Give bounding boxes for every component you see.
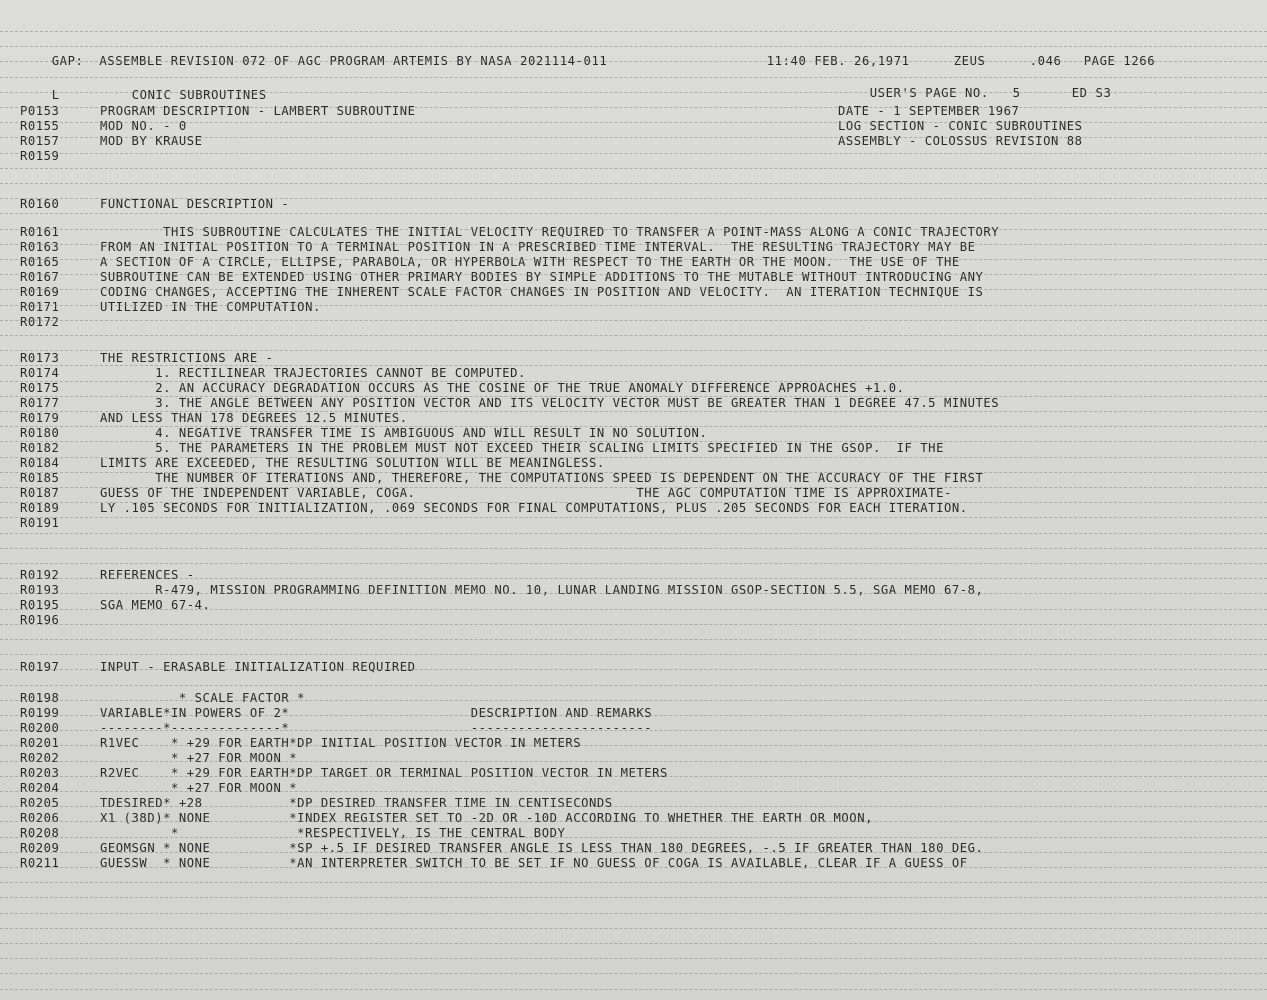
listing-line xyxy=(0,149,1267,164)
paper-rule xyxy=(0,350,1267,351)
paper-rule xyxy=(0,457,1267,458)
paper-rule xyxy=(0,989,1267,990)
line-text: R-479, MISSION PROGRAMMING DEFINITION MEMO NO. 10, LUNAR LANDING MISSION GSOP-SECTION 5.5, SGA MEMO 67-8, xyxy=(100,583,984,597)
listing-line xyxy=(0,285,1267,300)
line-text: LY .105 SECONDS FOR INITIALIZATION, .069 SECONDS FOR FINAL COMPUTATIONS, PLUS .205 SECONDS FOR EACH ITERATION. xyxy=(100,501,968,515)
header-timestamp: 11:40 FEB. 26,1971 xyxy=(766,54,910,68)
listing-line xyxy=(0,598,1267,613)
paper-rule xyxy=(0,411,1267,412)
line-text: TDESIRED* +28 *DP DESIRED TRANSFER TIME IN CENTISECONDS xyxy=(100,796,613,810)
paper-rule xyxy=(0,472,1267,473)
paper-rule xyxy=(0,441,1267,442)
line-number: R0157 xyxy=(20,134,60,148)
paper-rule xyxy=(0,639,1267,640)
listing-line xyxy=(0,255,1267,270)
line-number: R0209 xyxy=(20,841,60,855)
listing-line xyxy=(0,300,1267,315)
line-number: R0167 xyxy=(20,270,60,284)
line-text: R2VEC * +29 FOR EARTH*DP TARGET OR TERMINAL POSITION VECTOR IN METERS xyxy=(100,766,668,780)
line-number: R0203 xyxy=(20,766,60,780)
listing-line xyxy=(0,736,1267,751)
listing-line xyxy=(0,660,1267,675)
paper-rule xyxy=(0,776,1267,777)
paper-rule xyxy=(0,153,1267,154)
listing-line xyxy=(0,781,1267,796)
paper-rule xyxy=(0,745,1267,746)
paper-rule xyxy=(0,426,1267,427)
listing-line xyxy=(0,516,1267,531)
header-title: GAP: ASSEMBLE REVISION 072 OF AGC PROGRAM ARTEMIS BY NASA 2021114-011 xyxy=(51,54,608,68)
line-number: R0195 xyxy=(20,598,60,612)
paper-rule xyxy=(0,973,1267,974)
line-number: R0200 xyxy=(20,721,60,735)
paper-rule xyxy=(0,335,1267,336)
listing-line xyxy=(0,751,1267,766)
line-text: FUNCTIONAL DESCRIPTION - xyxy=(100,197,290,211)
paper-rule xyxy=(0,913,1267,914)
paper-rule xyxy=(0,867,1267,868)
paper-rule xyxy=(0,320,1267,321)
line-text: MOD BY KRAUSE xyxy=(100,134,203,148)
line-number: R0206 xyxy=(20,811,60,825)
line-text: GUESS OF THE INDEPENDENT VARIABLE, COGA. THE AGC COMPUTATION TIME IS APPROXIMATE- xyxy=(100,486,952,500)
listing-line xyxy=(0,441,1267,456)
line-right-text: ASSEMBLY - COLOSSUS REVISION 88 xyxy=(838,134,1083,148)
line-number: R0189 xyxy=(20,501,60,515)
line-text: MOD NO. - 0 xyxy=(100,119,187,133)
line-number: R0179 xyxy=(20,411,60,425)
line-number: R0211 xyxy=(20,856,60,870)
paper-rule xyxy=(0,305,1267,306)
header-job: .046 xyxy=(1029,54,1062,68)
paper-rule xyxy=(0,578,1267,579)
paper-rule xyxy=(0,77,1267,78)
listing-line xyxy=(0,411,1267,426)
line-text: THIS SUBROUTINE CALCULATES THE INITIAL VELOCITY REQUIRED TO TRANSFER A POINT-MASS ALONG A CONIC TRAJECTORY xyxy=(100,225,1000,239)
listing-line xyxy=(0,613,1267,628)
line-number: P0153 xyxy=(20,104,60,118)
line-number: R0191 xyxy=(20,516,60,530)
paper-rule xyxy=(0,928,1267,929)
line-number: R0163 xyxy=(20,240,60,254)
paper-rule xyxy=(0,897,1267,898)
line-number: R0180 xyxy=(20,426,60,440)
line-right-text: LOG SECTION - CONIC SUBROUTINES xyxy=(838,119,1083,133)
line-text: R1VEC * +29 FOR EARTH*DP INITIAL POSITION VECTOR IN METERS xyxy=(100,736,582,750)
listing-line xyxy=(0,396,1267,411)
line-number: R0184 xyxy=(20,456,60,470)
paper-rule xyxy=(0,137,1267,138)
paper-rule xyxy=(0,46,1267,47)
line-number: R0165 xyxy=(20,255,60,269)
line-number: R0202 xyxy=(20,751,60,765)
listing-line xyxy=(0,583,1267,598)
paper-rule xyxy=(0,685,1267,686)
line-text: SUBROUTINE CAN BE EXTENDED USING OTHER PRIMARY BODIES BY SIMPLE ADDITIONS TO THE MUTABLE WITHOUT INTRODUCING ANY xyxy=(100,270,984,284)
line-number: R0198 xyxy=(20,691,60,705)
line-text: 3. THE ANGLE BETWEEN ANY POSITION VECTOR AND ITS VELOCITY VECTOR MUST BE GREATER THAN 1 DEGREE 47.5 MINUTES xyxy=(100,396,1000,410)
listing-line xyxy=(0,225,1267,240)
paper-rule xyxy=(0,715,1267,716)
line-text: SGA MEMO 67-4. xyxy=(100,598,211,612)
listing-line xyxy=(0,426,1267,441)
listing-line xyxy=(0,501,1267,516)
line-text: UTILIZED IN THE COMPUTATION. xyxy=(100,300,321,314)
line-text: * *RESPECTIVELY, IS THE CENTRAL BODY xyxy=(100,826,566,840)
paper-rule xyxy=(0,183,1267,184)
line-text: AND LESS THAN 178 DEGREES 12.5 MINUTES. xyxy=(100,411,408,425)
paper-rule xyxy=(0,213,1267,214)
line-number: R0171 xyxy=(20,300,60,314)
listing-line xyxy=(0,471,1267,486)
line-number: R0193 xyxy=(20,583,60,597)
listing-line xyxy=(0,486,1267,501)
line-number: R0155 xyxy=(20,119,60,133)
paper-rule xyxy=(0,122,1267,123)
paper-rule xyxy=(0,289,1267,290)
paper-rule xyxy=(0,365,1267,366)
line-number: R0208 xyxy=(20,826,60,840)
listing-line xyxy=(0,811,1267,826)
listing-line xyxy=(0,270,1267,285)
listing-line xyxy=(0,706,1267,721)
line-text: 1. RECTILINEAR TRAJECTORIES CANNOT BE COMPUTED. xyxy=(100,366,526,380)
line-text: THE RESTRICTIONS ARE - xyxy=(100,351,274,365)
paper-rule xyxy=(0,198,1267,199)
line-number: R0185 xyxy=(20,471,60,485)
line-number: R0172 xyxy=(20,315,60,329)
listing-line xyxy=(0,315,1267,330)
line-text: --------*--------------* ----------------------- xyxy=(100,721,653,735)
paper-rule xyxy=(0,669,1267,670)
line-number: R0201 xyxy=(20,736,60,750)
listing-line xyxy=(0,796,1267,811)
paper-rule xyxy=(0,229,1267,230)
line-text: * SCALE FACTOR * xyxy=(100,691,306,705)
listing-line xyxy=(0,826,1267,841)
paper-rule xyxy=(0,517,1267,518)
listing-line xyxy=(0,766,1267,781)
paper-rule xyxy=(0,244,1267,245)
line-number: R0169 xyxy=(20,285,60,299)
line-number: R0177 xyxy=(20,396,60,410)
listing-line xyxy=(0,568,1267,583)
line-number: R0187 xyxy=(20,486,60,500)
line-text: A SECTION OF A CIRCLE, ELLIPSE, PARABOLA, OR HYPERBOLA WITH RESPECT TO THE EARTH OR THE MOON. THE USE OF THE xyxy=(100,255,960,269)
paper-rule xyxy=(0,958,1267,959)
line-text: VARIABLE*IN POWERS OF 2* DESCRIPTION AND REMARKS xyxy=(100,706,653,720)
line-number: R0175 xyxy=(20,381,60,395)
line-text: 5. THE PARAMETERS IN THE PROBLEM MUST NOT EXCEED THEIR SCALING LIMITS SPECIFIED IN THE GSOP. IF THE xyxy=(100,441,944,455)
paper-rule xyxy=(0,274,1267,275)
line-number: R0174 xyxy=(20,366,60,380)
line-right-text: DATE - 1 SEPTEMBER 1967 xyxy=(838,104,1020,118)
line-number: R0192 xyxy=(20,568,60,582)
paper-rule xyxy=(0,837,1267,838)
paper-rule xyxy=(0,852,1267,853)
paper-rule xyxy=(0,761,1267,762)
paper-rule xyxy=(0,381,1267,382)
paper-rule xyxy=(0,396,1267,397)
paper-rule xyxy=(0,730,1267,731)
paper-rule xyxy=(0,31,1267,32)
paper-rule xyxy=(0,806,1267,807)
listing-line xyxy=(0,366,1267,381)
listing-line xyxy=(0,456,1267,471)
paper-rule xyxy=(0,563,1267,564)
listing-line xyxy=(0,721,1267,736)
header-page-number: PAGE 1266 xyxy=(1083,54,1156,68)
line-number: R0199 xyxy=(20,706,60,720)
paper-rule xyxy=(0,533,1267,534)
paper-rule xyxy=(0,487,1267,488)
line-text: FROM AN INITIAL POSITION TO A TERMINAL POSITION IN A PRESCRIBED TIME INTERVAL. THE RESULTING TRAJECTORY MAY BE xyxy=(100,240,976,254)
line-text: X1 (38D)* NONE *INDEX REGISTER SET TO -2D OR -10D ACCORDING TO WHETHER THE EARTH OR MOON, xyxy=(100,811,873,825)
subheader-flag: L xyxy=(51,88,60,102)
paper-rule xyxy=(0,593,1267,594)
paper-rule xyxy=(0,624,1267,625)
line-text: 4. NEGATIVE TRANSFER TIME IS AMBIGUOUS AND WILL RESULT IN NO SOLUTION. xyxy=(100,426,708,440)
paper-rule xyxy=(0,548,1267,549)
listing-line xyxy=(0,351,1267,366)
line-number: R0182 xyxy=(20,441,60,455)
line-text: * +27 FOR MOON * xyxy=(100,781,298,795)
line-number: R0204 xyxy=(20,781,60,795)
line-text: 2. AN ACCURACY DEGRADATION OCCURS AS THE COSINE OF THE TRUE ANOMALY DIFFERENCE APPROACHES +1.0. xyxy=(100,381,905,395)
line-number: R0159 xyxy=(20,149,60,163)
header-system: ZEUS xyxy=(953,54,986,68)
line-text: LIMITS ARE EXCEEDED, THE RESULTING SOLUTION WILL BE MEANINGLESS. xyxy=(100,456,605,470)
listing-line xyxy=(0,240,1267,255)
line-number: R0160 xyxy=(20,197,60,211)
line-number: R0196 xyxy=(20,613,60,627)
line-text: * +27 FOR MOON * xyxy=(100,751,298,765)
line-text: GUESSW * NONE *AN INTERPRETER SWITCH TO BE SET IF NO GUESS OF COGA IS AVAILABLE, CLEAR IF A GUESS OF xyxy=(100,856,968,870)
paper-rule xyxy=(0,700,1267,701)
listing-line xyxy=(0,197,1267,212)
paper-rule xyxy=(0,821,1267,822)
line-number: R0205 xyxy=(20,796,60,810)
subheader-users-page: USER'S PAGE NO. 5 xyxy=(869,86,1021,100)
paper-rule xyxy=(0,609,1267,610)
paper-rule xyxy=(0,168,1267,169)
paper-rule xyxy=(0,791,1267,792)
listing-line xyxy=(0,841,1267,856)
paper-rule xyxy=(0,61,1267,62)
line-text: CODING CHANGES, ACCEPTING THE INHERENT SCALE FACTOR CHANGES IN POSITION AND VELOCITY. AN ITERATION TECHNIQUE IS xyxy=(100,285,984,299)
paper-rule xyxy=(0,882,1267,883)
paper-rule xyxy=(0,502,1267,503)
line-number: R0173 xyxy=(20,351,60,365)
line-number: R0197 xyxy=(20,660,60,674)
line-text: REFERENCES - xyxy=(100,568,195,582)
subheader-section: CONIC SUBROUTINES xyxy=(131,88,267,102)
line-text: THE NUMBER OF ITERATIONS AND, THEREFORE, THE COMPUTATIONS SPEED IS DEPENDENT ON THE ACCURACY OF THE FIRST xyxy=(100,471,984,485)
line-text: GEOMSGN * NONE *SP +.5 IF DESIRED TRANSFER ANGLE IS LESS THAN 180 DEGREES, -.5 IF GREATER THAN 180 DEG. xyxy=(100,841,984,855)
listing-line xyxy=(0,856,1267,871)
paper-rule xyxy=(0,654,1267,655)
line-text: PROGRAM DESCRIPTION - LAMBERT SUBROUTINE xyxy=(100,104,416,118)
paper-rule xyxy=(0,943,1267,944)
listing-line xyxy=(0,381,1267,396)
line-text: INPUT - ERASABLE INITIALIZATION REQUIRED xyxy=(100,660,416,674)
paper-rule xyxy=(0,259,1267,260)
listing-line xyxy=(0,691,1267,706)
paper-rule xyxy=(0,107,1267,108)
subheader-edition: ED S3 xyxy=(1071,86,1112,100)
line-number: R0161 xyxy=(20,225,60,239)
paper-rule xyxy=(0,92,1267,93)
